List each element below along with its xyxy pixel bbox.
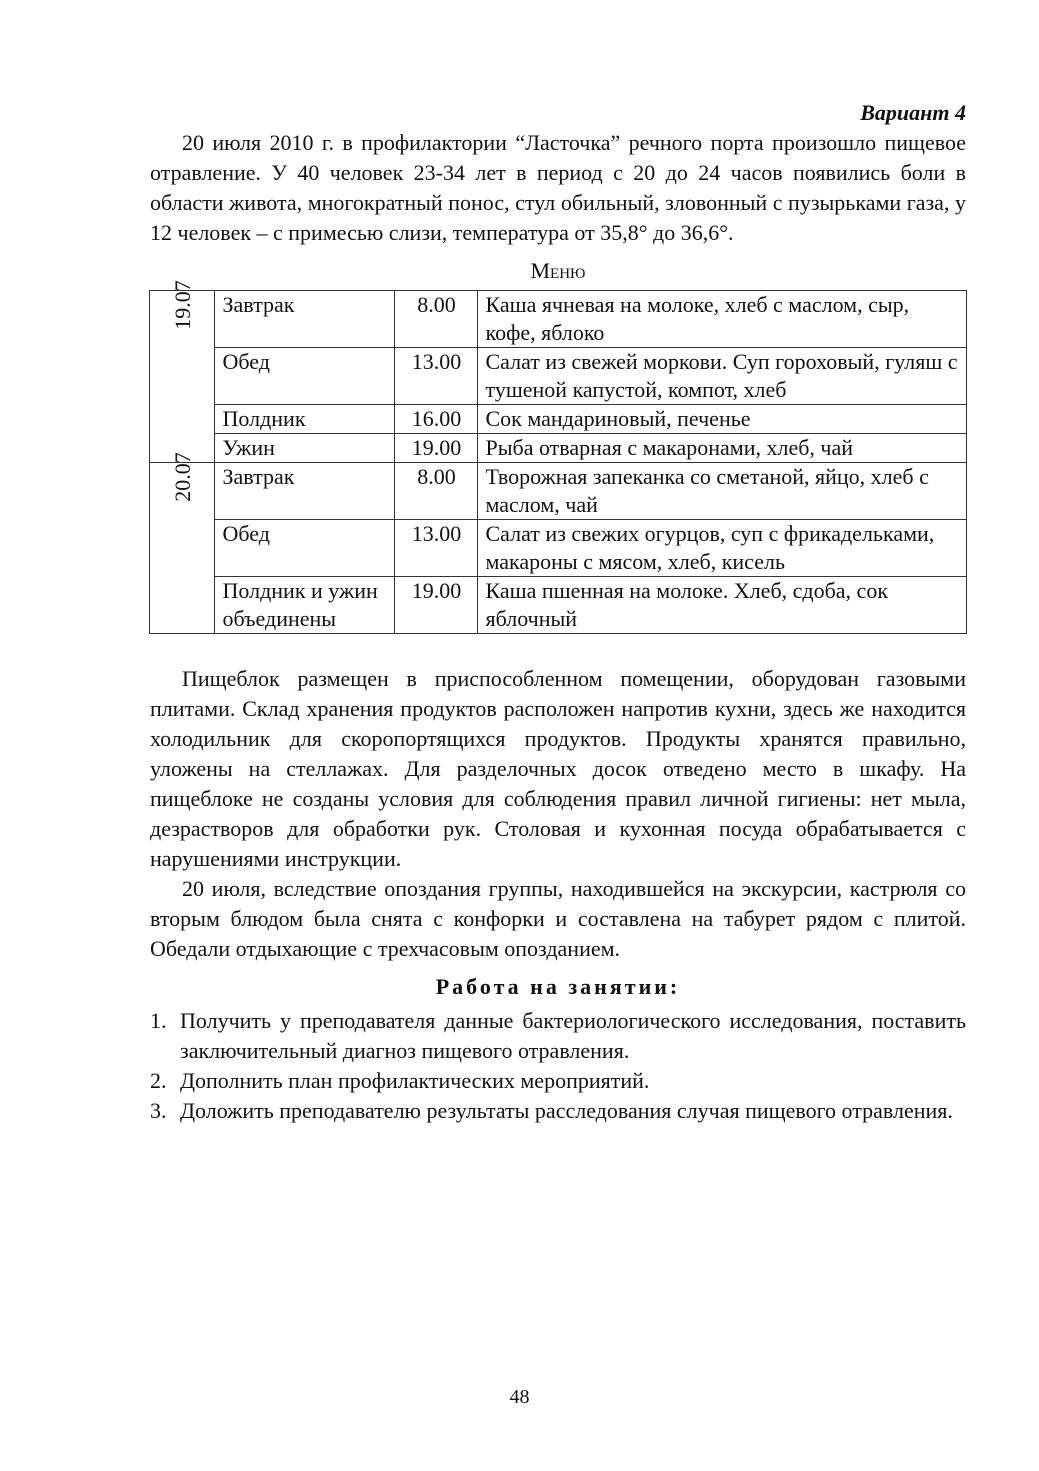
date-cell: 19.07 [150,291,215,463]
list-item-text: Доложить преподавателю результаты расследования случая пищевого отравления. [180,1098,953,1123]
variant-heading: Вариант 4 [860,100,966,125]
spacer [150,634,966,664]
meal-food: Салат из свежей моркови. Суп гороховый, гуляш с тушеной капустой, компот, хлеб [477,348,967,405]
list-item [150,1066,966,1096]
meal-food: Творожная запеканка со сметаной, яйцо, хлеб с маслом, чай [477,463,967,520]
table-row [150,520,967,577]
tasks-heading: Работа на занятии: [435,974,681,999]
meal-food: Сок мандариновый, печенье [477,405,967,434]
table-row [150,434,967,463]
list-item-text: Получить у преподавателя данные бактериологического исследования, поставить заключительный диагноз пищевого отравления. [180,1008,966,1063]
date-cell: 20.07 [150,463,215,634]
list-item [150,1096,966,1126]
meal-time: 8.00 [394,463,477,520]
meal-name: Ужин [214,434,394,463]
meal-name: Обед [214,348,394,405]
meal-name: Полдник [214,405,394,434]
meal-time: 19.00 [394,434,477,463]
list-item-number: 1. [150,1008,167,1033]
body-paragraph: 20 июля, вследствие опоздания группы, находившейся на экскурсии, кастрюля со вторым блюдом была снята с конфорки и составлена на табурет рядом с плитой. Обедали отдыхающие с трехчасовым опозданием. [150,876,966,961]
list-item-number: 2. [150,1068,167,1093]
table-row [150,291,967,348]
meal-food: Каша пшенная на молоке. Хлеб, сдоба, сок яблочный [477,577,967,634]
meal-name: Обед [214,520,394,577]
meal-food: Рыба отварная с макаронами, хлеб, чай [477,434,967,463]
document-page [150,98,966,1126]
meal-name: Полдник и ужин объединены [214,577,394,634]
meal-time: 13.00 [394,520,477,577]
menu-caption: Меню [530,258,586,283]
meal-time: 13.00 [394,348,477,405]
intro-paragraph: 20 июля 2010 г. в профилактории “Ласточка” речного порта произошло пищевое отравление. У 40 человек 23-34 лет в период с 20 до 24 часов появились боли в области живота, многократный понос, стул обильный, зловонный с пузырьками газа, у 12 человек – с примесью слизи, температура от 35,8° до 36,6°. [150,130,966,245]
list-item [150,1006,966,1066]
table-row [150,405,967,434]
body-paragraph: Пищеблок размещен в приспособленном помещении, оборудован газовыми плитами. Склад хранения продуктов расположен напротив кухни, здесь же находится холодильник для скоропортящихся продуктов. Продукты хранятся правильно, уложены на стеллажах. Для разделочных досок отведено место в шкафу. На пищеблоке не созданы условия для соблюдения правил личной гигиены: нет мыла, дезрастворов для обработки рук. Столовая и кухонная посуда обрабатывается с нарушениями инструкции. [150,666,966,871]
meal-food: Салат из свежих огурцов, суп с фрикадельками, макароны с мясом, хлеб, кисель [477,520,967,577]
task-list [150,1006,966,1126]
table-row [150,348,967,405]
table-row [150,463,967,520]
list-item-text: Дополнить план профилактических мероприятий. [180,1068,650,1093]
page-number: 48 [509,1386,530,1408]
meal-name: Завтрак [214,463,394,520]
meal-time: 16.00 [394,405,477,434]
menu-table [149,280,967,634]
meal-food: Каша ячневая на молоке, хлеб с маслом, сыр, кофе, яблоко [477,291,967,348]
meal-time: 8.00 [394,291,477,348]
meal-time: 19.00 [394,577,477,634]
table-row [150,577,967,634]
list-item-number: 3. [150,1098,167,1123]
meal-name: Завтрак [214,291,394,348]
